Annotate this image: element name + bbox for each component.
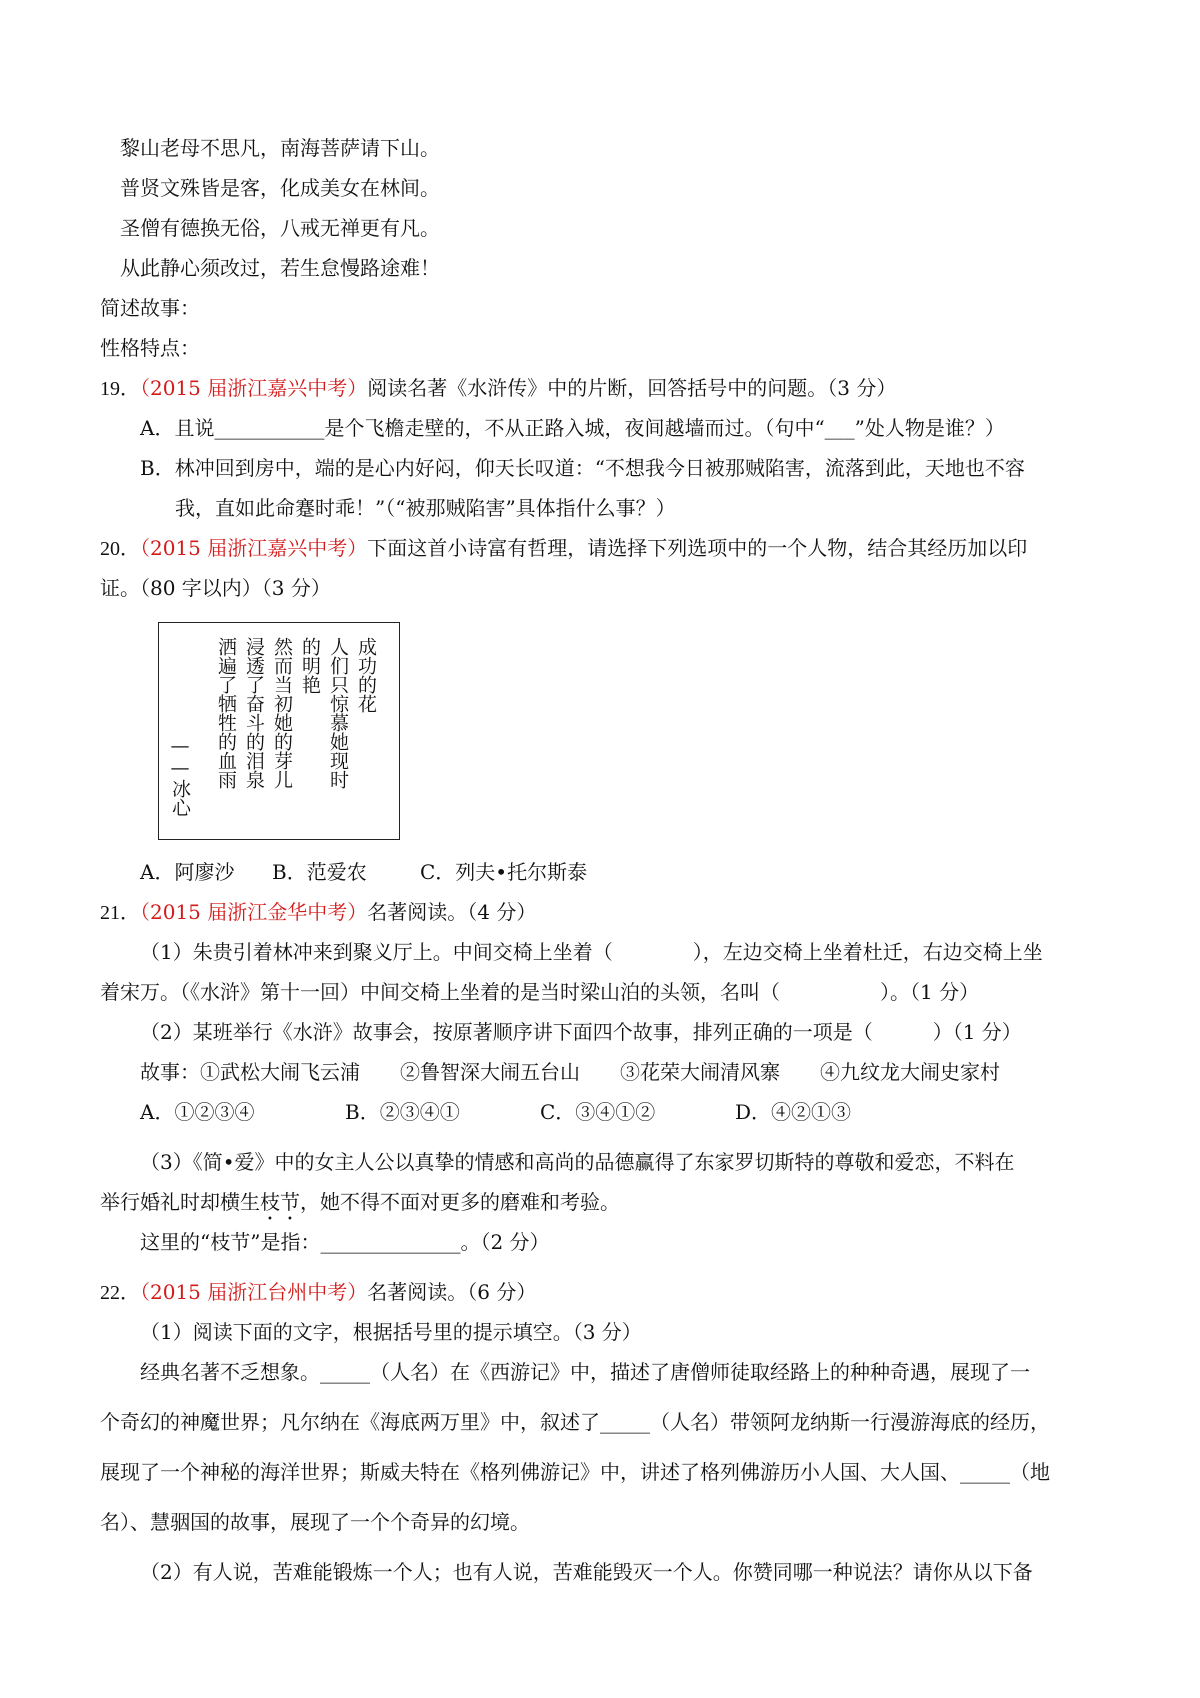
- q21-choice-b: B．②③④①: [345, 1100, 460, 1124]
- story-prompt: 简述故事：: [100, 296, 200, 320]
- poem-column-4: 然而当初她的芽儿: [271, 637, 293, 789]
- question-number: 22．: [100, 1282, 140, 1304]
- question-22: [100, 1278, 536, 1307]
- q20-option-b: B．范爱农: [272, 860, 367, 884]
- poem-column-5: 浸透了奋斗的泪泉: [243, 637, 265, 789]
- question-stem: 名著阅读。（6 分）: [367, 1280, 537, 1304]
- q20-stem-line2: 证。（80 字以内）（3 分）: [100, 576, 331, 600]
- q21-part3-line3: 这里的“枝节”是指：______________。（2 分）: [140, 1230, 550, 1254]
- question-source: （2015 届浙江嘉兴中考）: [140, 376, 368, 400]
- q22-text-line2: 个奇幻的神魔世界；凡尔纳在《海底两万里》中，叙述了_____（人名）带领阿龙纳斯一行漫游海底的经历，: [100, 1410, 1050, 1434]
- q21-choice-a: A．①②③④: [140, 1100, 255, 1124]
- poem-column-2: 人们只惊慕她现时: [327, 637, 349, 789]
- q22-part2: （2）有人说，苦难能锻炼一个人；也有人说，苦难能毁灭一个人。你赞同哪一种说法？请你从以下备: [140, 1560, 1033, 1584]
- question-21: [100, 898, 536, 927]
- question-number: 19．: [100, 378, 140, 400]
- poem-line-1: 黎山老母不思凡，南海菩萨请下山。: [120, 136, 440, 160]
- question-19: [100, 374, 896, 403]
- question-20: [100, 534, 1027, 563]
- text-segment: ，她不得不面对更多的磨难和考验。: [300, 1190, 620, 1214]
- question-source: （2015 届浙江金华中考）: [140, 900, 368, 924]
- poem-box: [158, 622, 400, 840]
- poem-column-3: 的明艳: [299, 637, 321, 694]
- poem-column-6: 洒遍了牺牲的血雨: [215, 637, 237, 789]
- q19-option-b-line1: B．林冲回到房中，端的是心内好闷，仰天长叹道：“不想我今日被那贼陷害，流落到此，天地也不容: [140, 456, 1025, 480]
- question-stem: 阅读名著《水浒传》中的片断，回答括号中的问题。（3 分）: [367, 376, 897, 400]
- poem-line-4: 从此静心须改过，若生怠慢路途难！: [120, 256, 440, 280]
- text-segment: 举行婚礼时却横生: [100, 1190, 260, 1214]
- q20-option-c: C．列夫•托尔斯泰: [420, 860, 588, 884]
- q21-part3-line2: [100, 1188, 620, 1225]
- q21-part1-line2: 着宋万。（《水浒》第十一回）中间交椅上坐着的是当时梁山泊的头领，名叫（ ）。（1 分）: [100, 980, 980, 1004]
- poem-line-3: 圣僧有德换无俗，八戒无禅更有凡。: [120, 216, 440, 240]
- q21-choice-d: D．④②①③: [735, 1100, 852, 1124]
- q20-option-a: A．阿廖沙: [140, 860, 235, 884]
- q19-option-b-line2: 我，直如此命蹇时乖！”（“被那贼陷害”具体指什么事？）: [175, 496, 676, 520]
- q22-text-line4: 名）、慧骃国的故事，展现了一个个奇异的幻境。: [100, 1510, 530, 1534]
- q22-part1: （1）阅读下面的文字，根据括号里的提示填空。（3 分）: [140, 1320, 642, 1344]
- question-source: （2015 届浙江台州中考）: [140, 1280, 368, 1304]
- poem-author: ——冰心: [169, 735, 191, 817]
- emphasized-word: 枝节: [260, 1190, 300, 1214]
- q21-part2: （2）某班举行《水浒》故事会，按原著顺序讲下面四个故事，排列正确的一项是（ ）（1 分）: [140, 1020, 1022, 1044]
- poem-column-1: 成功的花: [355, 637, 377, 713]
- q22-text-line1: 经典名著不乏想象。_____（人名）在《西游记》中，描述了唐僧师徒取经路上的种种奇遇，展现了一: [140, 1360, 1030, 1384]
- question-stem: 下面这首小诗富有哲理，请选择下列选项中的一个人物，结合其经历加以印: [367, 536, 1028, 560]
- question-source: （2015 届浙江嘉兴中考）: [140, 536, 368, 560]
- q21-part1-line1: （1）朱贵引着林冲来到聚义厅上。中间交椅上坐着（ ），左边交椅上坐着杜迁，右边交椅上坐: [140, 940, 1043, 964]
- q19-option-a: A．且说___________是个飞檐走壁的，不从正路入城，夜间越墙而过。（句中“___”处人物是谁？）: [140, 416, 1005, 440]
- question-stem: 名著阅读。（4 分）: [367, 900, 537, 924]
- q21-stories: 故事：①武松大闹飞云浦 ②鲁智深大闹五台山 ③花荣大闹清风寨 ④九纹龙大闹史家村: [140, 1060, 1000, 1084]
- character-prompt: 性格特点：: [100, 336, 200, 360]
- q21-choice-c: C．③④①②: [540, 1100, 656, 1124]
- question-number: 20．: [100, 538, 140, 560]
- poem-line-2: 普贤文殊皆是客，化成美女在林间。: [120, 176, 440, 200]
- question-number: 21．: [100, 902, 140, 924]
- q22-text-line3: 展现了一个神秘的海洋世界；斯威夫特在《格列佛游记》中，讲述了格列佛游历小人国、大人国、_____（地: [100, 1460, 1050, 1484]
- q21-part3-line1: （3）《简•爱》中的女主人公以真挚的情感和高尚的品德赢得了东家罗切斯特的尊敬和爱恋，不料在: [140, 1150, 1015, 1174]
